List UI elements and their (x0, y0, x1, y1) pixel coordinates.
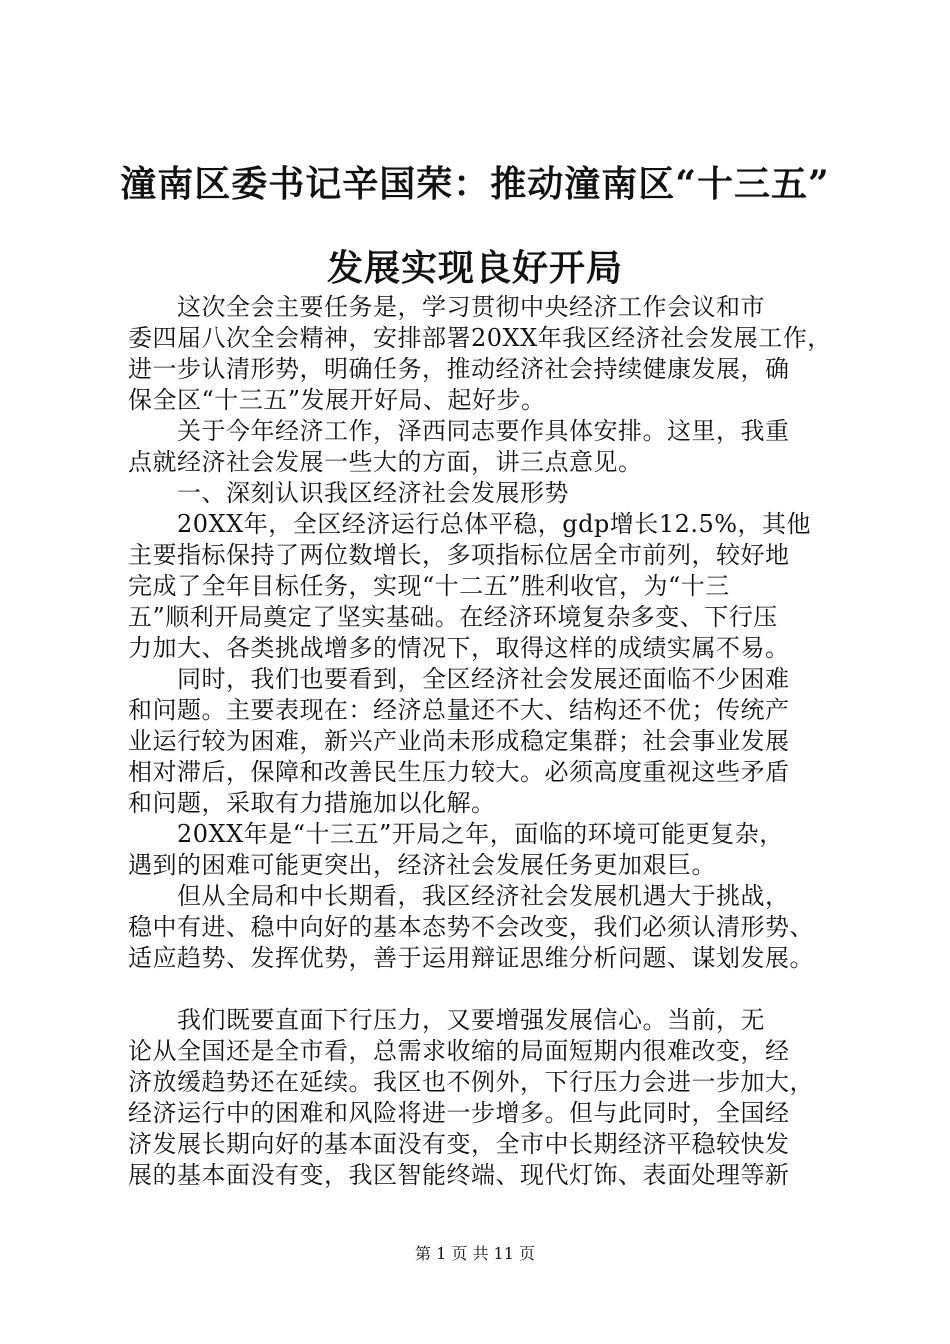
body-line: 完成了全年目标任务，实现“十二五”胜利收官，为“十三 (128, 572, 730, 600)
body-line: 保全区“十三五”发展开好局、起好步。 (128, 386, 546, 414)
body-line: 业运行较为困难，新兴产业尚未形成稳定集群；社会事业发展 (128, 727, 790, 755)
document-title-line-2: 发展实现良好开局 (326, 247, 623, 289)
body-line: 适应趋势、发挥优势，善于运用辩证思维分析问题、谋划发展。 (128, 944, 814, 972)
page-footer: 第 1 页 共 11 页 (415, 1244, 535, 1263)
body-line: 但从全局和中长期看，我区经济社会发展机遇大于挑战， (128, 882, 790, 910)
body-line: 和问题，采取有力措施加以化解。 (128, 789, 496, 817)
body-line: 论从全国还是全市看，总需求收缩的局面短期内很难改变，经 (128, 1037, 790, 1065)
body-line: 委四届八次全会精神，安排部署20XX年我区经济社会发展工作， (128, 324, 832, 352)
body-line: 一、深刻认识我区经济社会发展形势 (128, 479, 569, 507)
body-line: 20XX年，全区经济运行总体平稳，gdp增长12.5%，其他 (128, 510, 812, 538)
body-line: 经济运行中的困难和风险将进一步增多。但与此同时，全国经 (128, 1099, 790, 1127)
body-line: 主要指标保持了两位数增长，多项指标位居全市前列，较好地 (128, 541, 790, 569)
body-line: 20XX年是“十三五”开局之年，面临的环境可能更复杂， (128, 820, 784, 848)
body-line: 进一步认清形势，明确任务，推动经济社会持续健康发展，确 (128, 355, 790, 383)
body-line: 力加大、各类挑战增多的情况下，取得这样的成绩实属不易。 (128, 634, 790, 662)
body-line: 济发展长期向好的基本面没有变，全市中长期经济平稳较快发 (128, 1130, 790, 1158)
body-line: 关于今年经济工作，泽西同志要作具体安排。这里，我重 (128, 417, 790, 445)
blank-line (128, 974, 850, 1005)
body-line: 同时，我们也要看到，全区经济社会发展还面临不少困难 (128, 665, 790, 693)
body-line: 五”顺利开局奠定了坚实基础。在经济环境复杂多变、下行压 (128, 603, 778, 631)
body-line: 遇到的困难可能更突出，经济社会发展任务更加艰巨。 (128, 851, 716, 879)
body-line: 展的基本面没有变，我区智能终端、现代灯饰、表面处理等新 (128, 1161, 790, 1189)
document-title-line-1: 潼南区委书记辛国荣：推动潼南区“十三五” (120, 163, 830, 205)
document-body (128, 292, 850, 1191)
body-line: 和问题。主要表现在：经济总量还不大、结构还不优；传统产 (128, 696, 790, 724)
body-line: 这次全会主要任务是，学习贯彻中央经济工作会议和市 (128, 293, 765, 321)
body-line: 相对滞后，保障和改善民生压力较大。必须高度重视这些矛盾 (128, 758, 790, 786)
body-line: 点就经济社会发展一些大的方面，讲三点意见。 (128, 448, 643, 476)
body-line: 我们既要直面下行压力，又要增强发展信心。当前，无 (128, 1006, 765, 1034)
body-line: 济放缓趋势还在延续。我区也不例外，下行压力会进一步加大， (128, 1068, 814, 1096)
body-line: 稳中有进、稳中向好的基本态势不会改变，我们必须认清形势、 (128, 913, 814, 941)
